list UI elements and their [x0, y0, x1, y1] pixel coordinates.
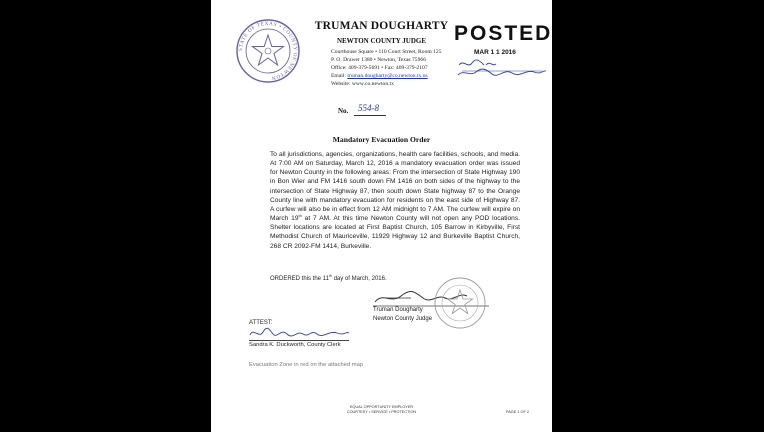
attest-label: ATTEST: — [249, 320, 273, 326]
email-link[interactable]: truman.dougharty@co.newton.tx.us — [347, 73, 428, 79]
order-number-label: No. — [338, 107, 349, 115]
judge-title: Newton County Judge — [373, 316, 433, 322]
judge-name: Truman Dougharty — [373, 307, 423, 313]
footer-employer: EQUAL OPPORTUNITY EMPLOYER — [349, 405, 414, 409]
letterhead-title: NEWTON COUNTY JUDGE — [336, 37, 427, 45]
stamp-handwriting-icon — [456, 57, 548, 79]
seal-text: STATE OF TEXAS • COUNTY OF NEWTON — [237, 20, 299, 81]
footer-motto: COURTESY • SERVICE • PROTECTION — [346, 410, 417, 414]
posted-stamp: POSTED — [454, 22, 552, 45]
order-number-value: 554-8 — [358, 103, 379, 113]
letterhead-address2: P. O. Drawer 1380 • Newton, Texas 75966 — [331, 57, 426, 63]
order-number-underline — [354, 115, 386, 116]
map-note: Evacuation Zone in red on the attached map — [249, 362, 364, 368]
ordered-line: ORDERED this the 11th day of March, 2016. — [270, 274, 387, 282]
letterhead-address1: Courthouse Square • 110 Court Street, Room 125 — [331, 49, 442, 55]
document-body: To all jurisdictions, agencies, organizations, health care facilities, schools, and media. At 7:00 AM on Saturday, March 12, 2016 a mandatory evacuation order was issued for Newton County in the following areas: From the intersection of State Highway 190 in Bon Wier and FM 1416 south down FM 1416 on both sides of the highway to the intersection of State Highway 87, then south down State highway 87 to the Orange County line with mandatory evacuation for residents on the east side of Highway 87. A curfew will also be in effect from 12 AM midnight to 7 AM. The curfew will expire on March 19th at 7 AM. At this time Newton County will not open any POD locations. Shelter locations are located at First Baptist Church, 105 Barrow in Kirbyville, First Methodist Church of Mauriceville, 11929 Highway 12 and Burkeville Baptist Church, 268 CR 2092-FM 1414, Burkeville. — [270, 151, 520, 250]
page-number: PAGE 1 OF 2 — [506, 410, 529, 414]
clerk-signature-line — [249, 340, 349, 341]
letterhead-email-line — [331, 72, 451, 80]
clerk-signature-icon — [247, 325, 351, 341]
document-title: Mandatory Evacuation Order — [332, 135, 431, 144]
letterhead-website: Website: www.co.newton.tx — [331, 81, 394, 87]
judge-seal-icon — [433, 276, 487, 330]
posted-stamp-date: MAR 1 1 2016 — [474, 49, 516, 56]
letterhead-phone: Office: 409-379-5691 • Fax: 409-379-2107 — [331, 65, 428, 71]
email-label: Email: — [331, 73, 346, 79]
letterhead-name: TRUMAN DOUGHARTY — [314, 20, 449, 32]
document-page — [211, 0, 552, 432]
clerk-name: Sandra K. Duckworth, County Clerk — [249, 342, 341, 348]
